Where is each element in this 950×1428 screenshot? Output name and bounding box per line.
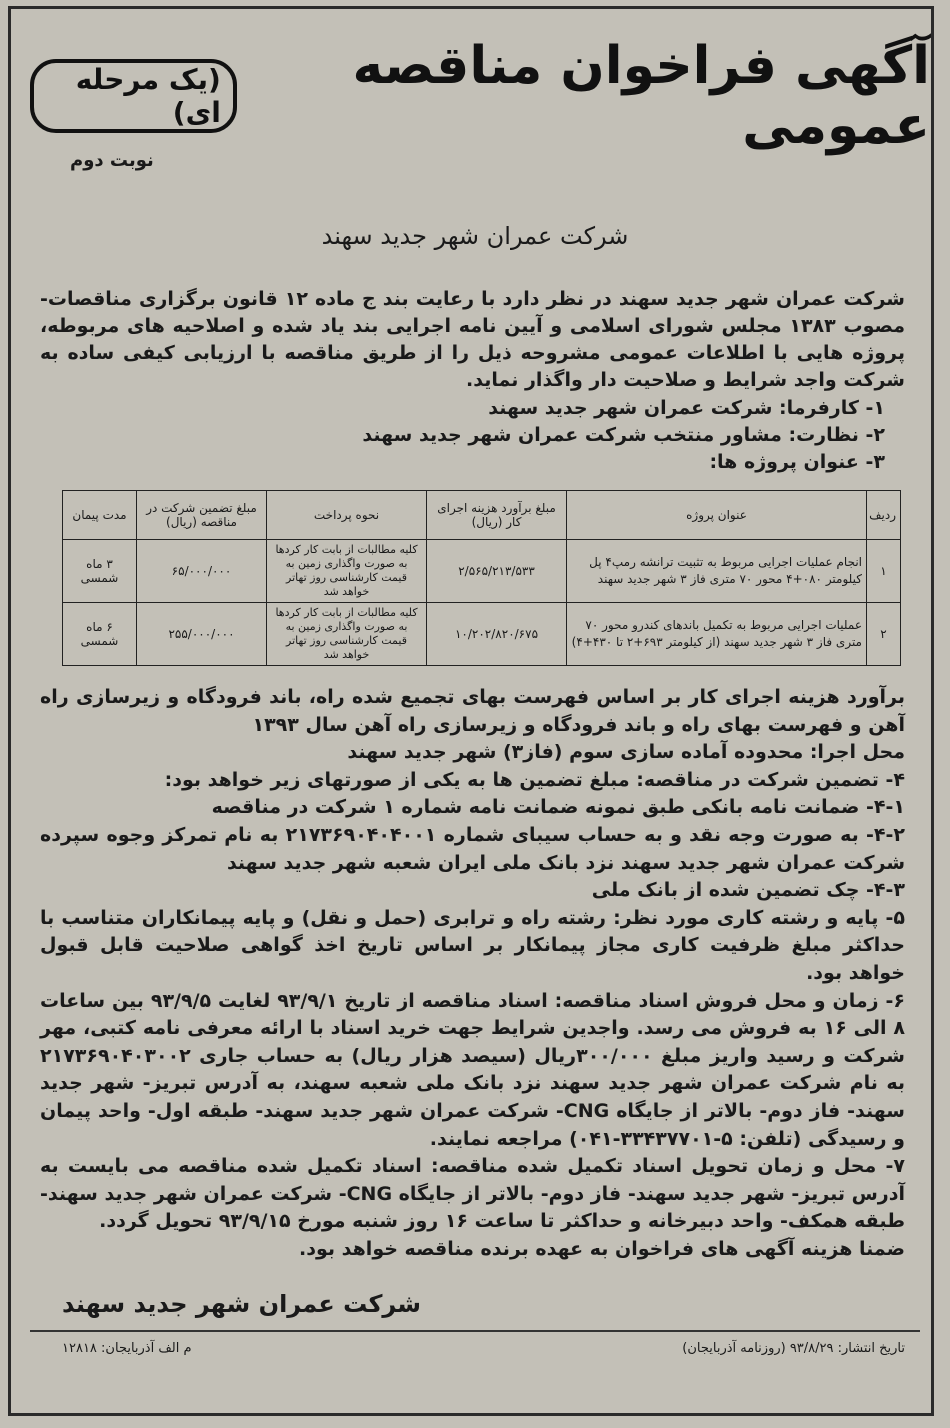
supervision-line: ۲- نظارت: مشاور منتخب شرکت عمران شهر جدید سهند	[362, 424, 885, 446]
cell-payment: کلیه مطالبات از بابت کار کردها به صورت واگذاری زمین به قیمت کارشناسی روز تهاتر خواهد شد	[267, 540, 427, 603]
cell-project-title: انجام عملیات اجرایی مربوط به تثبیت ترانشه رمپ۴ پل کیلومتر ۰۸۰+۴ محور ۷۰ متری فاز ۳ شهر جدید سهند	[567, 540, 867, 603]
qualification-paragraph: ۵- پایه و رشته کاری مورد نظر: رشته راه و ترابری (حمل و نقل) و پایه پیمانکاران متناسب با حداکثر مبلغ ظرفیت کاری مجاز پیمانکار بر اساس تاریخ اخذ گواهی صلاحیت قابل قبول خواهد بود.	[40, 906, 905, 984]
ad-code: م الف آذربایجان: ۱۲۸۱۸	[62, 1341, 192, 1356]
cell-payment: کلیه مطالبات از بابت کار کردها به صورت واگذاری زمین به قیمت کارشناسی روز تهاتر خواهد شد	[267, 603, 427, 666]
document-sale-paragraph: ۶- زمان و محل فروش اسناد مناقصه: اسناد مناقصه از تاریخ ۹۳/۹/۱ لغایت ۹۳/۹/۵ بین ساعات ۸ الی ۱۶ به فروش می رسد. واجدین شرایط جهت خرید اسناد با ارائه معرفی نامه کتبی، مهر شرکت و رسید واریز مبلغ ۳۰۰/۰۰۰ریال (سیصد هزار ریال) به حساب جاری ۲۱۷۳۶۹۰۴۰۳۰۰۲ به نام شرکت عمران شهر جدید سهند نزد بانک ملی شعبه سهند، به آدرس تبریز- شهر جدید سهند- فاز دوم- بالاتر از جایگاه CNG- شرکت عمران شهر جدید سهند- طبقه اول- واحد پیمان و رسیدگی (تلفن: ۵-۳۳۴۳۷۷۰۱-۰۴۱) مراجعه نمایند.	[40, 989, 905, 1150]
employer-line: ۱- کارفرما: شرکت عمران شهر جدید سهند	[488, 397, 885, 419]
location-paragraph: محل اجرا: محدوده آماده سازی سوم (فاز۳) شهر جدید سهند	[347, 741, 905, 764]
cell-estimate: ۱۰/۲۰۲/۸۲۰/۶۷۵	[427, 603, 567, 666]
cost-note-paragraph: ضمنا هزینه آگهی های فراخوان به عهده برنده مناقصه خواهد بود.	[299, 1237, 905, 1260]
intro-paragraph: شرکت عمران شهر جدید سهند در نظر دارد با رعایت بند ج ماده ۱۲ قانون برگزاری مناقصات- مصوب ۱۳۸۳ مجلس شورای اسلامی و آیین نامه اجرایی بند یاد شده و اصلاحیه های مربوطه، پروژه هایی با اطلاعات عمومی مشروحه ذیل را از طریق مناقصه با ارزیابی کیفی ساده به شرکت واجد شرایط و صلاحیت دار واگذار نماید.	[40, 288, 905, 391]
guarantee-option-1: ۴-۱- ضمانت نامه بانکی طبق نمونه ضمانت نامه شماره ۱ شرکت در مناقصه	[211, 796, 905, 819]
cell-estimate: ۲/۵۶۵/۲۱۳/۵۳۳	[427, 540, 567, 603]
cell-duration: ۶ ماه شمسی	[63, 603, 137, 666]
edition-label: نوبت دوم	[70, 150, 154, 171]
company-heading: شرکت عمران شهر جدید سهند	[321, 222, 629, 250]
guarantee-heading: ۴- تضمین شرکت در مناقصه: مبلغ تضمین ها به یکی از صورتهای زیر خواهد بود:	[164, 768, 905, 791]
estimate-basis-paragraph: برآورد هزینه اجرای کار بر اساس فهرست بهای تجمیع شده راه، باند فرودگاه و زیرسازی راه آهن و فهرست بهای راه و باند فرودگاه و زیرسازی راه آهن سال ۱۳۹۳	[40, 686, 905, 736]
col-header-row-number: ردیف	[867, 491, 901, 540]
projects-table	[62, 490, 901, 666]
items-list	[362, 395, 885, 476]
signature: شرکت عمران شهر جدید سهند	[62, 1290, 421, 1318]
cell-project-title: عملیات اجرایی مربوط به تکمیل باندهای کندرو محور ۷۰ متری فاز ۳ شهر جدید سهند (از کیلومتر ۶۹۳+۲ تا ۴۳۰+۴)	[567, 603, 867, 666]
cell-duration: ۳ ماه شمسی	[63, 540, 137, 603]
title-subtitle: (یک مرحله ای)	[30, 59, 237, 133]
col-header-project-title: عنوان پروژه	[567, 491, 867, 540]
title-main: آگهی فراخوان مناقصه عمومی	[352, 36, 930, 156]
guarantee-option-2: ۴-۲- به صورت وجه نقد و به حساب سیبای شماره ۲۱۷۳۶۹۰۴۰۴۰۰۱ به نام تمرکز وجوه سپرده شرکت عمران شهر جدید سهند نزد بانک ملی ایران شعبه شهر جدید سهند	[40, 823, 906, 874]
cell-guarantee: ۲۵۵/۰۰۰/۰۰۰	[137, 603, 267, 666]
body-text	[40, 684, 905, 1263]
guarantee-option-3: ۴-۳- چک تضمین شده از بانک ملی	[591, 879, 905, 902]
col-header-guarantee: مبلغ تضمین شرکت در مناقصه (ریال)	[137, 491, 267, 540]
cell-row-number: ۲	[867, 603, 901, 666]
footer-divider	[30, 1330, 920, 1332]
col-header-estimate: مبلغ برآورد هزینه اجرای کار (ریال)	[427, 491, 567, 540]
col-header-payment: نحوه پرداخت	[267, 491, 427, 540]
cell-guarantee: ۶۵/۰۰۰/۰۰۰	[137, 540, 267, 603]
submission-paragraph: ۷- محل و زمان تحویل اسناد تکمیل شده مناقصه: اسناد تکمیل شده مناقصه می بایست به آدرس تبریز- شهر جدید سهند- فاز دوم- بالاتر از جایگاه CNG- شرکت عمران شهر جدید سهند- طبقه همکف- واحد دبیرخانه و حداکثر تا ساعت ۱۶ روز شنبه مورخ ۹۳/۹/۱۵ تحویل گردد.	[40, 1155, 905, 1233]
table-row	[63, 603, 901, 666]
table-row	[63, 540, 901, 603]
cell-row-number: ۱	[867, 540, 901, 603]
col-header-duration: مدت پیمان	[63, 491, 137, 540]
publication-date: تاریخ انتشار: ۹۳/۸/۲۹ (روزنامه آذربایجان)	[682, 1341, 905, 1356]
ad-title	[30, 36, 930, 156]
projects-title: ۳- عنوان پروژه ها:	[709, 451, 885, 473]
table-header-row	[63, 491, 901, 540]
